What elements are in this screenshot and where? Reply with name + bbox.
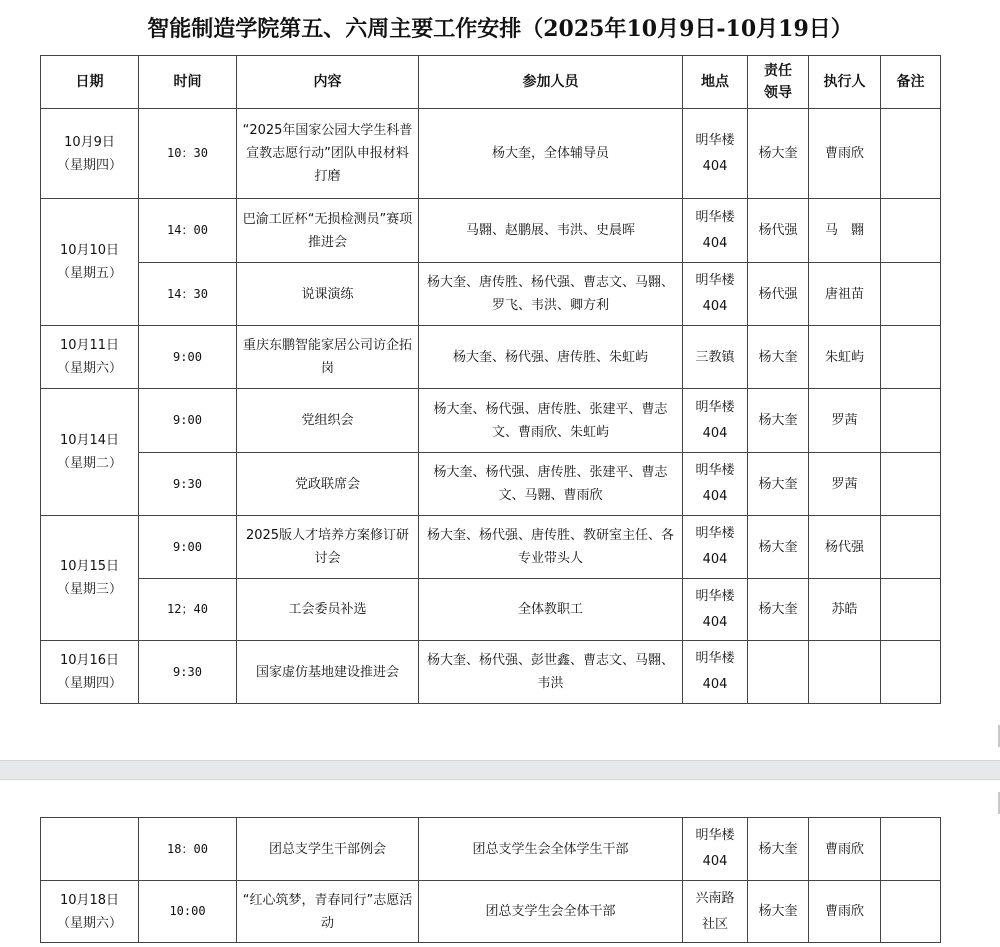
content-cell: 2025版人才培养方案修订研讨会 bbox=[237, 516, 419, 579]
table-row bbox=[41, 263, 941, 326]
content-cell: 说课演练 bbox=[237, 263, 419, 326]
content-cell: “红心筑梦，青春同行”志愿活动 bbox=[237, 881, 419, 943]
table-row bbox=[41, 389, 941, 453]
time-cell: 9:00 bbox=[139, 516, 237, 579]
content-cell: 党组织会 bbox=[237, 389, 419, 453]
table-row bbox=[41, 881, 941, 943]
executor-cell: 曹雨欣 bbox=[809, 881, 881, 943]
leader-cell: 杨大奎 bbox=[748, 818, 809, 881]
leader-cell: 杨大奎 bbox=[748, 389, 809, 453]
time-cell: 14：30 bbox=[139, 263, 237, 326]
location-cell: 明华楼 404 bbox=[683, 453, 748, 516]
executor-cell: 苏皓 bbox=[809, 579, 881, 641]
location-cell: 明华楼 404 bbox=[683, 641, 748, 704]
header-remark: 备注 bbox=[881, 56, 941, 109]
document-title: 智能制造学院第五、六周主要工作安排（2025年10月9日-10月19日） bbox=[147, 16, 853, 42]
header-executor: 执行人 bbox=[809, 56, 881, 109]
content-cell: 团总支学生干部例会 bbox=[237, 818, 419, 881]
date-cell: 10月9日 （星期四） bbox=[41, 109, 139, 199]
content-cell: 党政联席会 bbox=[237, 453, 419, 516]
location-cell: 明华楼 404 bbox=[683, 389, 748, 453]
executor-cell: 罗茜 bbox=[809, 389, 881, 453]
header-time: 时间 bbox=[139, 56, 237, 109]
time-cell: 10:00 bbox=[139, 881, 237, 943]
executor-cell: 朱虹屿 bbox=[809, 326, 881, 389]
date-cell: 10月15日 （星期三） bbox=[41, 516, 139, 641]
time-cell: 9:30 bbox=[139, 641, 237, 704]
participants-cell: 杨大奎、唐传胜、杨代强、曹志文、马翾、罗飞、韦洪、卿方利 bbox=[419, 263, 683, 326]
remark-cell bbox=[881, 516, 941, 579]
schedule-table-continued bbox=[40, 817, 941, 943]
participants-cell: 杨大奎、杨代强、彭世鑫、曹志文、马翾、韦洪 bbox=[419, 641, 683, 704]
executor-cell: 曹雨欣 bbox=[809, 818, 881, 881]
date-cell: 10月10日 （星期五） bbox=[41, 199, 139, 326]
remark-cell bbox=[881, 389, 941, 453]
schedule-table bbox=[40, 55, 941, 704]
time-cell: 18：00 bbox=[139, 818, 237, 881]
location-cell: 明华楼 404 bbox=[683, 516, 748, 579]
content-cell: 国家虚仿基地建设推进会 bbox=[237, 641, 419, 704]
participants-cell: 全体教职工 bbox=[419, 579, 683, 641]
participants-cell: 杨大奎、杨代强、唐传胜、张建平、曹志文、马翾、曹雨欣 bbox=[419, 453, 683, 516]
time-cell: 12；40 bbox=[139, 579, 237, 641]
table-row bbox=[41, 199, 941, 263]
participants-cell: 杨大奎、杨代强、唐传胜、朱虹屿 bbox=[419, 326, 683, 389]
date-cell: 10月11日 （星期六） bbox=[41, 326, 139, 389]
location-cell: 明华楼 404 bbox=[683, 818, 748, 881]
table-row bbox=[41, 641, 941, 704]
content-cell: 重庆东鹏智能家居公司访企拓岗 bbox=[237, 326, 419, 389]
location-cell: 明华楼 404 bbox=[683, 579, 748, 641]
location-cell: 三教镇 bbox=[683, 326, 748, 389]
executor-cell: 罗茜 bbox=[809, 453, 881, 516]
leader-cell: 杨大奎 bbox=[748, 453, 809, 516]
leader-cell: 杨大奎 bbox=[748, 579, 809, 641]
participants-cell: 马翾、赵鹏展、韦洪、史晨晖 bbox=[419, 199, 683, 263]
leader-cell: 杨代强 bbox=[748, 263, 809, 326]
location-cell: 明华楼 404 bbox=[683, 199, 748, 263]
header-leader: 责任 领导 bbox=[748, 56, 809, 109]
header-location: 地点 bbox=[683, 56, 748, 109]
participants-cell: 杨大奎、杨代强、唐传胜、张建平、曹志文、曹雨欣、朱虹屿 bbox=[419, 389, 683, 453]
executor-cell: 唐祖苗 bbox=[809, 263, 881, 326]
leader-cell: 杨大奎 bbox=[748, 109, 809, 199]
table-row bbox=[41, 109, 941, 199]
leader-cell: 杨大奎 bbox=[748, 516, 809, 579]
location-cell: 明华楼 404 bbox=[683, 109, 748, 199]
leader-cell: 杨大奎 bbox=[748, 326, 809, 389]
remark-cell bbox=[881, 818, 941, 881]
remark-cell bbox=[881, 453, 941, 516]
leader-cell bbox=[748, 641, 809, 704]
participants-cell: 杨大奎、杨代强、唐传胜、教研室主任、各专业带头人 bbox=[419, 516, 683, 579]
table-row bbox=[41, 453, 941, 516]
leader-cell: 杨代强 bbox=[748, 199, 809, 263]
executor-cell: 马 翾 bbox=[809, 199, 881, 263]
time-cell: 10：30 bbox=[139, 109, 237, 199]
header-participants: 参加人员 bbox=[419, 56, 683, 109]
date-cell[interactable]: 10月18日 （星期六） bbox=[41, 881, 139, 943]
remark-cell bbox=[881, 263, 941, 326]
remark-cell bbox=[881, 579, 941, 641]
location-cell: 明华楼 404 bbox=[683, 263, 748, 326]
remark-cell bbox=[881, 881, 941, 943]
table-row bbox=[41, 579, 941, 641]
table-header-row bbox=[41, 56, 941, 109]
date-cell bbox=[41, 818, 139, 881]
date-cell: 10月16日 （星期四） bbox=[41, 641, 139, 704]
executor-cell bbox=[809, 641, 881, 704]
header-content: 内容 bbox=[237, 56, 419, 109]
time-cell: 9:30 bbox=[139, 453, 237, 516]
participants-cell: 杨大奎，全体辅导员 bbox=[419, 109, 683, 199]
table-row bbox=[41, 818, 941, 881]
content-cell: 巴渝工匠杯“无损检测员”赛项推进会 bbox=[237, 199, 419, 263]
remark-cell bbox=[881, 641, 941, 704]
time-cell: 9:00 bbox=[139, 326, 237, 389]
executor-cell: 杨代强 bbox=[809, 516, 881, 579]
page-break-gap bbox=[0, 760, 1000, 780]
time-cell: 14：00 bbox=[139, 199, 237, 263]
date-cell: 10月14日 （星期二） bbox=[41, 389, 139, 516]
table-row bbox=[41, 516, 941, 579]
content-cell: 工会委员补选 bbox=[237, 579, 419, 641]
leader-cell: 杨大奎 bbox=[748, 881, 809, 943]
remark-cell bbox=[881, 109, 941, 199]
executor-cell: 曹雨欣 bbox=[809, 109, 881, 199]
remark-cell bbox=[881, 199, 941, 263]
participants-cell: 团总支学生会全体干部 bbox=[419, 881, 683, 943]
location-cell: 兴南路 社区 bbox=[683, 881, 748, 943]
time-cell: 9:00 bbox=[139, 389, 237, 453]
content-cell: “2025年国家公园大学生科普宣教志愿行动”团队申报材料打磨 bbox=[237, 109, 419, 199]
header-date: 日期 bbox=[41, 56, 139, 109]
remark-cell bbox=[881, 326, 941, 389]
participants-cell: 团总支学生会全体学生干部 bbox=[419, 818, 683, 881]
document-page-2 bbox=[0, 780, 1000, 947]
table-row bbox=[41, 326, 941, 389]
